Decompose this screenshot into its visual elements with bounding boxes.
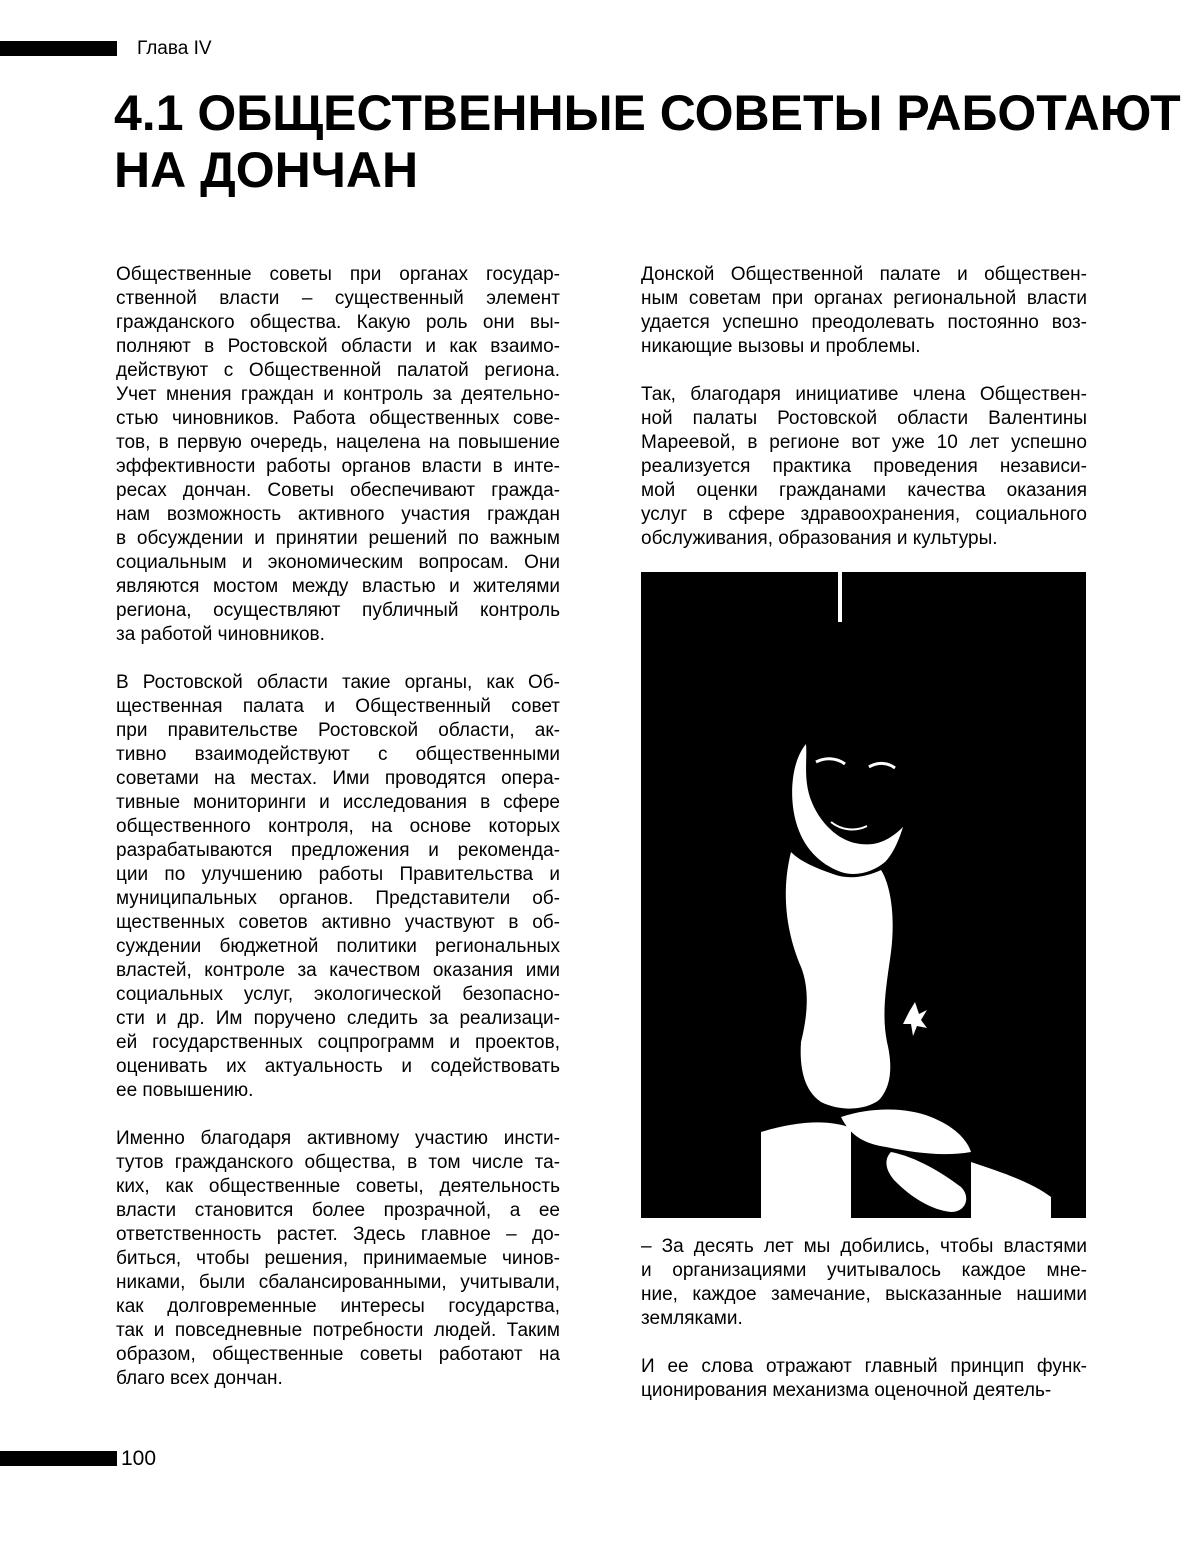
text-line: обслуживания, образования и культуры. bbox=[641, 528, 998, 549]
text-line: в обсуждении и принятии решений по важным bbox=[116, 528, 560, 549]
text-line: Мареевой, в регионе вот уже 10 лет успешно bbox=[641, 432, 1087, 453]
text-line: реализуется практика проведения независи- bbox=[641, 456, 1087, 477]
page-number: 100 bbox=[121, 1447, 157, 1470]
text-line: тов, в первую очередь, нацелена на повышение bbox=[116, 432, 560, 453]
title-line: НА ДОНЧАН bbox=[114, 142, 419, 198]
text-line: власти становится более прозрачной, а ее bbox=[116, 1200, 560, 1221]
text-line: ких, как общественные советы, деятельность bbox=[116, 1176, 560, 1197]
text-line: ответственность растет. Здесь главное – до- bbox=[116, 1224, 560, 1245]
text-line: ственной власти – существенный элемент bbox=[116, 288, 560, 309]
paragraph bbox=[641, 1355, 1087, 1403]
text-line: И ее слова отражают главный принцип функ- bbox=[641, 1356, 1087, 1377]
text-line: мой оценки гражданами качества оказания bbox=[641, 480, 1087, 501]
text-line: социальным и экономическим вопросам. Они bbox=[116, 552, 560, 573]
text-line: муниципальных органов. Представители об- bbox=[116, 888, 560, 909]
text-line: полняют в Ростовской области и как взаимо- bbox=[116, 336, 560, 357]
text-line: нам возможность активного участия граждан bbox=[116, 504, 560, 525]
page-number-bar bbox=[0, 1451, 117, 1466]
text-line: оценивать их актуальность и содействовать bbox=[116, 1056, 560, 1077]
paragraph bbox=[641, 383, 1087, 551]
page-title bbox=[114, 85, 1181, 199]
text-line: Именно благодаря активному участию инсти- bbox=[116, 1128, 560, 1149]
text-line: Так, благодаря инициативе члена Обществен- bbox=[641, 384, 1087, 405]
text-line: за работой чиновников. bbox=[116, 624, 325, 645]
text-line: при правительстве Ростовской области, ак- bbox=[116, 720, 560, 741]
text-line: удается успешно преодолевать постоянно воз- bbox=[641, 312, 1087, 333]
text-line: разрабатываются предложения и рекоменда- bbox=[116, 840, 560, 861]
text-line: никами, были сбалансированными, учитывали, bbox=[116, 1272, 560, 1293]
text-line: гражданского общества. Какую роль они вы- bbox=[116, 312, 560, 333]
title-line: 4.1 ОБЩЕСТВЕННЫЕ СОВЕТЫ РАБОТАЮТ bbox=[114, 85, 1181, 141]
paragraph bbox=[116, 671, 560, 1103]
text-line: тивно взаимодействуют с общественными bbox=[116, 744, 560, 765]
text-line: Донской Общественной палате и обществен- bbox=[641, 264, 1087, 285]
left-column bbox=[116, 263, 560, 1415]
text-line: эффективности работы органов власти в инте- bbox=[116, 456, 560, 477]
text-line: ционирования механизма оценочной деятель- bbox=[641, 1380, 1052, 1401]
portrait-photo bbox=[641, 572, 1086, 1218]
right-column bbox=[641, 263, 1087, 575]
text-line: ее повышению. bbox=[116, 1080, 254, 1101]
text-line: ей государственных соцпрограмм и проектов, bbox=[116, 1032, 560, 1053]
text-line: – За десять лет мы добились, чтобы властями bbox=[641, 1236, 1087, 1257]
text-line: социальных услуг, экологической безопасно- bbox=[116, 984, 560, 1005]
text-line: так и повседневные потребности людей. Таким bbox=[116, 1320, 560, 1341]
text-line: щественных советов активно участвуют в об- bbox=[116, 912, 560, 933]
text-line: властей, контроле за качеством оказания ими bbox=[116, 960, 560, 981]
text-line: стью чиновников. Работа общественных сове- bbox=[116, 408, 560, 429]
text-line: В Ростовской области такие органы, как Об- bbox=[116, 672, 560, 693]
text-line: биться, чтобы решения, принимаемые чинов- bbox=[116, 1248, 560, 1269]
chapter-marker-bar bbox=[0, 41, 117, 56]
text-line: как долговременные интересы государства, bbox=[116, 1296, 560, 1317]
text-line: и организациями учитывалось каждое мне- bbox=[641, 1260, 1087, 1281]
text-line: тутов гражданского общества, в том числе та- bbox=[116, 1152, 560, 1173]
text-line: региона, осуществляют публичный контроль bbox=[116, 600, 560, 621]
text-line: советами на местах. Ими проводятся опера- bbox=[116, 768, 560, 789]
photo-caption-column bbox=[641, 1235, 1087, 1427]
text-line: тивные мониторинги и исследования в сфере bbox=[116, 792, 560, 813]
chapter-label: Глава IV bbox=[137, 38, 212, 59]
text-line: сти и др. Им поручено следить за реализаци- bbox=[116, 1008, 560, 1029]
quote bbox=[641, 1235, 1087, 1331]
paragraph bbox=[641, 263, 1087, 359]
text-line: ресах дончан. Советы обеспечивают гражда- bbox=[116, 480, 560, 501]
text-line: ной палаты Ростовской области Валентины bbox=[641, 408, 1087, 429]
text-line: общественного контроля, на основе которых bbox=[116, 816, 560, 837]
text-line: образом, общественные советы работают на bbox=[116, 1344, 560, 1365]
text-line: действуют с Общественной палатой региона. bbox=[116, 360, 560, 381]
text-line: услуг в сфере здравоохранения, социального bbox=[641, 504, 1087, 525]
text-line: ние, каждое замечание, высказанные нашими bbox=[641, 1284, 1087, 1305]
text-line: Общественные советы при органах государ- bbox=[116, 264, 560, 285]
text-line: являются мостом между властью и жителями bbox=[116, 576, 560, 597]
text-line: Учет мнения граждан и контроль за деятельно- bbox=[116, 384, 560, 405]
text-line: земляками. bbox=[641, 1308, 743, 1329]
paragraph bbox=[116, 1127, 560, 1391]
text-line: ции по улучшению работы Правительства и bbox=[116, 864, 560, 885]
text-line: суждении бюджетной политики региональных bbox=[116, 936, 560, 957]
text-line: щественная палата и Общественный совет bbox=[116, 696, 560, 717]
text-line: ным советам при органах региональной власти bbox=[641, 288, 1087, 309]
text-line: никающие вызовы и проблемы. bbox=[641, 336, 921, 357]
text-line: благо всех дончан. bbox=[116, 1368, 283, 1389]
paragraph bbox=[116, 263, 560, 647]
